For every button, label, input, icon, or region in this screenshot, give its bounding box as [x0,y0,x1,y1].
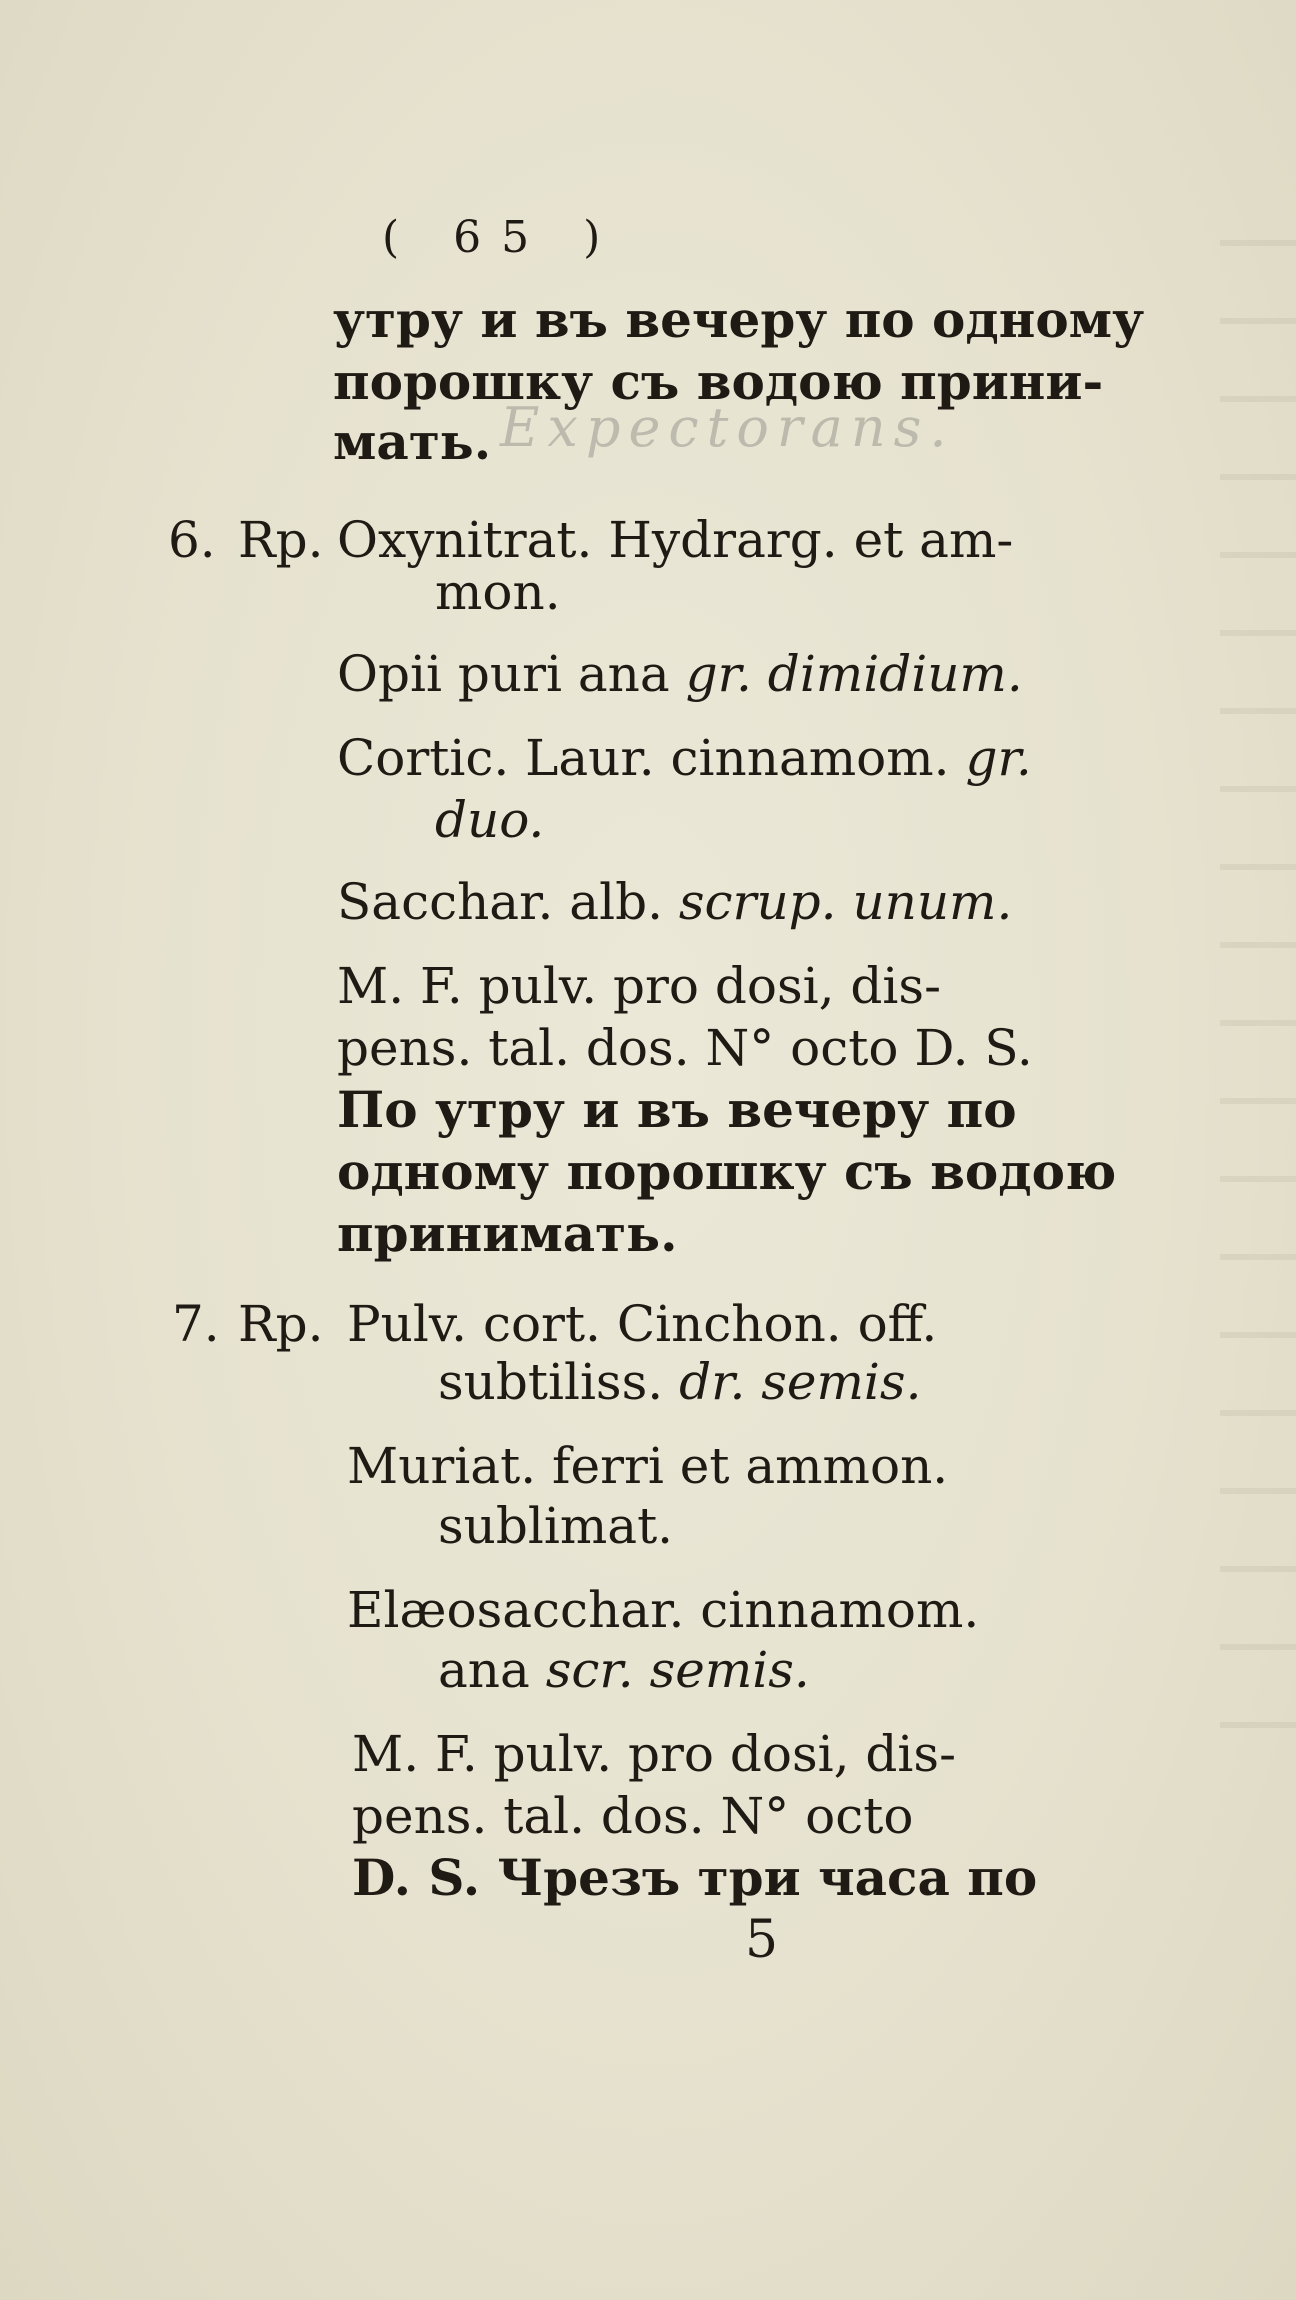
text-line: порошку съ водою прини- [333,352,1104,411]
ingredient-line [337,726,1032,790]
ingredient-line [337,870,1012,934]
directions-line: принимать. [337,1204,678,1263]
recipe-abbrev: Rp. [238,1295,324,1353]
signature-mark: 5 [745,1910,779,1970]
prescription-number: 7. [172,1295,220,1353]
page-number: ( 65 ) [382,212,621,263]
dose: gr. dimidium. [685,645,1023,703]
directions-line: M. F. pulv. pro dosi, dis- [337,957,941,1015]
dose: duo. [435,791,545,849]
dose: dr. semis. [679,1353,922,1411]
ingredient-line: Oxynitrat. Hydrarg. et am- [337,511,1014,569]
dose: scr. semis. [545,1641,810,1699]
ingredient-name: Cortic. Laur. cinnamom. [337,729,950,787]
ingredient-line [438,1350,921,1414]
ingredient-name: Opii puri ana [337,645,670,703]
prescription-number: 6. [168,511,216,569]
directions-line: По утру и въ вечеру по [337,1080,1017,1139]
ingredient-line [438,1638,810,1702]
directions-line: pens. tal. dos. N° octo [352,1787,914,1845]
dose: gr. [965,729,1032,787]
ingredient-line [337,642,1023,706]
handwritten-annotation: Expectorans. [500,396,955,459]
directions-line: одному порошку съ водою [337,1142,1117,1201]
ingredient-line: Pulv. cort. Cinchon. off. [347,1295,938,1353]
ingredient-name: Sacchar. alb. [337,873,663,931]
ingredient-line: Muriat. ferri et ammon. [347,1437,949,1495]
directions-line: M. F. pulv. pro dosi, dis- [352,1725,956,1783]
directions-line: pens. tal. dos. N° octo D. S. [337,1019,1033,1077]
text-line: утру и въ вечеру по одному [333,290,1145,349]
ingredient-name: subtiliss. [438,1353,664,1411]
ingredient-line: Elæosacchar. cinnamom. [347,1581,980,1639]
recipe-abbrev: Rp. [238,511,324,569]
ingredient-name: ana [438,1641,530,1699]
directions-line: D. S. Чрезъ три часа по [352,1848,1038,1907]
dose: scrup. unum. [678,873,1013,931]
text-line: мать. [333,412,492,471]
ingredient-line: mon. [435,563,561,621]
ingredient-line: sublimat. [438,1497,674,1555]
